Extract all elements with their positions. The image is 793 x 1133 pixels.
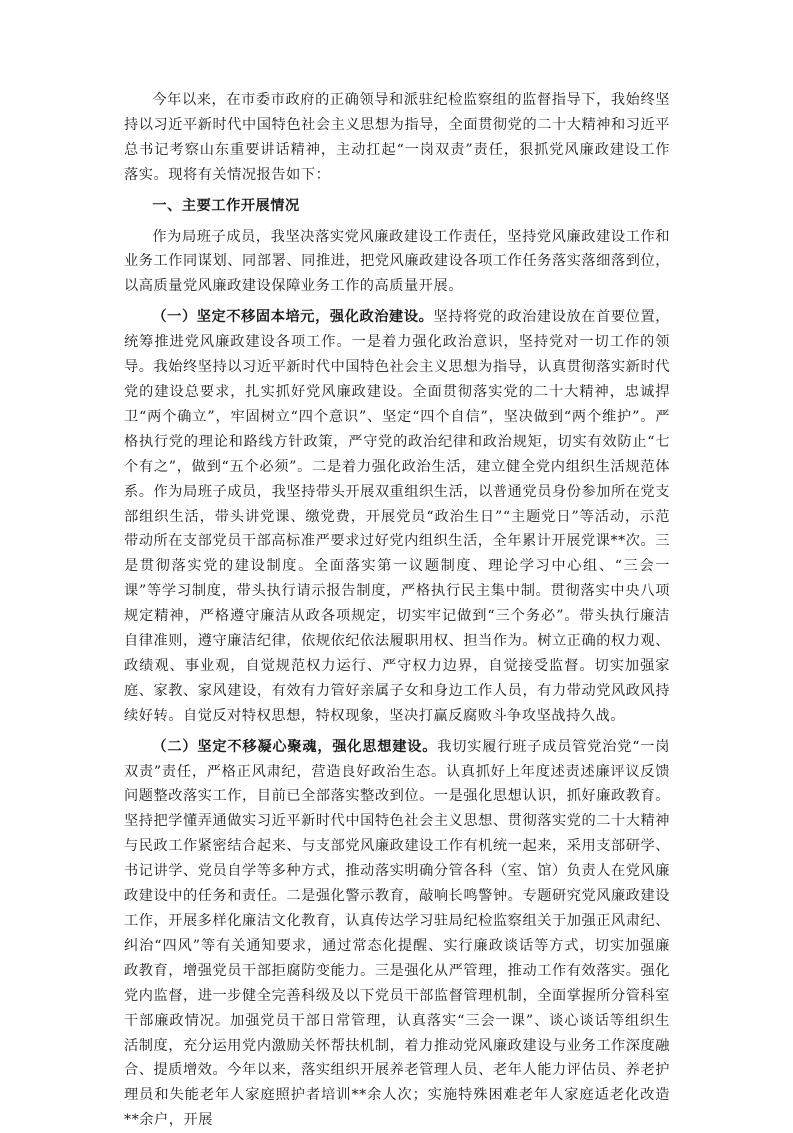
section-intro-paragraph: 作为局班子成员，我坚决落实党风廉政建设工作责任，坚持党风廉政建设工作和业务工作同谋划、同部署、同推进，把党风廉政建设各项工作任务落实落细落到位，以高质量党风廉政建设保障业务工作的高质量开展。 xyxy=(124,228,670,295)
subsection-title-ideological: （二）坚定不移凝心聚魂，强化思想建设。 xyxy=(152,738,438,755)
ideological-building-paragraph xyxy=(124,735,670,1133)
subsection-body-political: 坚持将党的政治建设放在首要位置，统筹推进党风廉政建设各项工作。一是着力强化政治意识，坚持党对一切工作的领导。我始终坚持以习近平新时代中国特色社会主义思想为指导，认真贯彻落实新时代党的建设总要求，扎实抓好党风廉政建设。全面贯彻落实党的二十大精神，忠诚捍卫“两个确立”，牢固树立“四个意识”、坚定“四个自信”，坚决做到“两个维护”。严格执行党的理论和路线方针政策，严守党的政治纪律和政治规矩，切实有效防止“七个有之”，做到“五个必须”。二是着力强化政治生活，建立健全党内组织生活规范体系。作为局班子成员，我坚持带头开展双重组织生活，以普通党员身份参加所在党支部组织生活，带头讲党课、缴党费，开展党员“政治生日”“主题党日”等活动，示范带动所在支部党员干部高标准严要求过好党内组织生活，全年累计开展党课**次。三是贯彻落实党的建设制度。全面落实第一议题制度、理论学习中心组、“三会一课”等学习制度，带头执行请示报告制度，严格执行民主集中制。贯彻落实中央八项规定精神，严格遵守廉洁从政各项规定，切实牢记做到“三个务必”。带头执行廉洁自律准则，遵守廉洁纪律，依规依纪依法履职用权、担当作为。树立正确的权力观、政绩观、事业观，自觉规范权力运行、严守权力边界，自觉接受监督。切实加强家庭、家教、家风建设，有效有力管好亲属子女和身边工作人员，有力带动党风政风持续好转。自觉反对特权思想，特权现象，坚决打赢反腐败斗争攻坚战持久战。 xyxy=(124,309,670,724)
subsection-body-ideological: 我切实履行班子成员管党治党“一岗双责”责任，严格正风肃纪，营造良好政治生态。认真抓好上年度述责述廉评议反馈问题整改落实工作，目前已全部落实整改到位。一是强化思想认识，抓好廉政教育。坚持把学懂弄通做实习近平新时代中国特色社会主义思想、贯彻落实党的二十大精神与民政工作紧密结合起来、与支部党风廉政建设工作有机统一起来，采用支部研学、书记讲学、党员自学等多种方式，推动落实明确分管各科（室、馆）负责人在党风廉政建设中的任务和责任。二是强化警示教育，敲响长鸣警钟。专题研究党风廉政建设工作，开展多样化廉洁文化教育，认真传达学习驻局纪检监察组关于加强正风肃纪、纠治“四风”等有关通知要求，通过常态化提醒、实行廉政谈话等方式，切实加强廉政教育，增强党员干部拒腐防变能力。三是强化从严管理，推动工作有效落实。强化党内监督，进一步健全完善科级及以下党员干部监督管理机制，全面掌握所分管科室干部廉政情况。加强党员干部日常管理，认真落实“三会一课”、谈心谈话等组织生活制度，充分运用党内激励关怀帮扶机制，着力推动党风廉政建设与业务工作深度融合、提质增效。今年以来，落实组织开展养老管理人员、老年人能力评估员、养老护理员和失能老年人家庭照护者培训**余人次；实施特殊困难老年人家庭适老化改造**余户，开展 xyxy=(124,738,670,1129)
intro-paragraph: 今年以来，在市委市政府的正确领导和派驻纪检监察组的监督指导下，我始终坚持以习近平新时代中国特色社会主义思想为指导，全面贯彻党的二十大精神和习近平总书记考察山东重要讲话精神，主动扛起“一岗双责”责任，狠抓党风廉政建设工作落实。现将有关情况报告如下： xyxy=(124,92,670,183)
subsection-title-political: （一）坚定不移固本培元，强化政治建设。 xyxy=(152,309,434,326)
document-page xyxy=(124,88,670,1133)
section-heading-main-work: 一、主要工作开展情况 xyxy=(152,197,300,214)
political-building-paragraph xyxy=(124,305,670,728)
